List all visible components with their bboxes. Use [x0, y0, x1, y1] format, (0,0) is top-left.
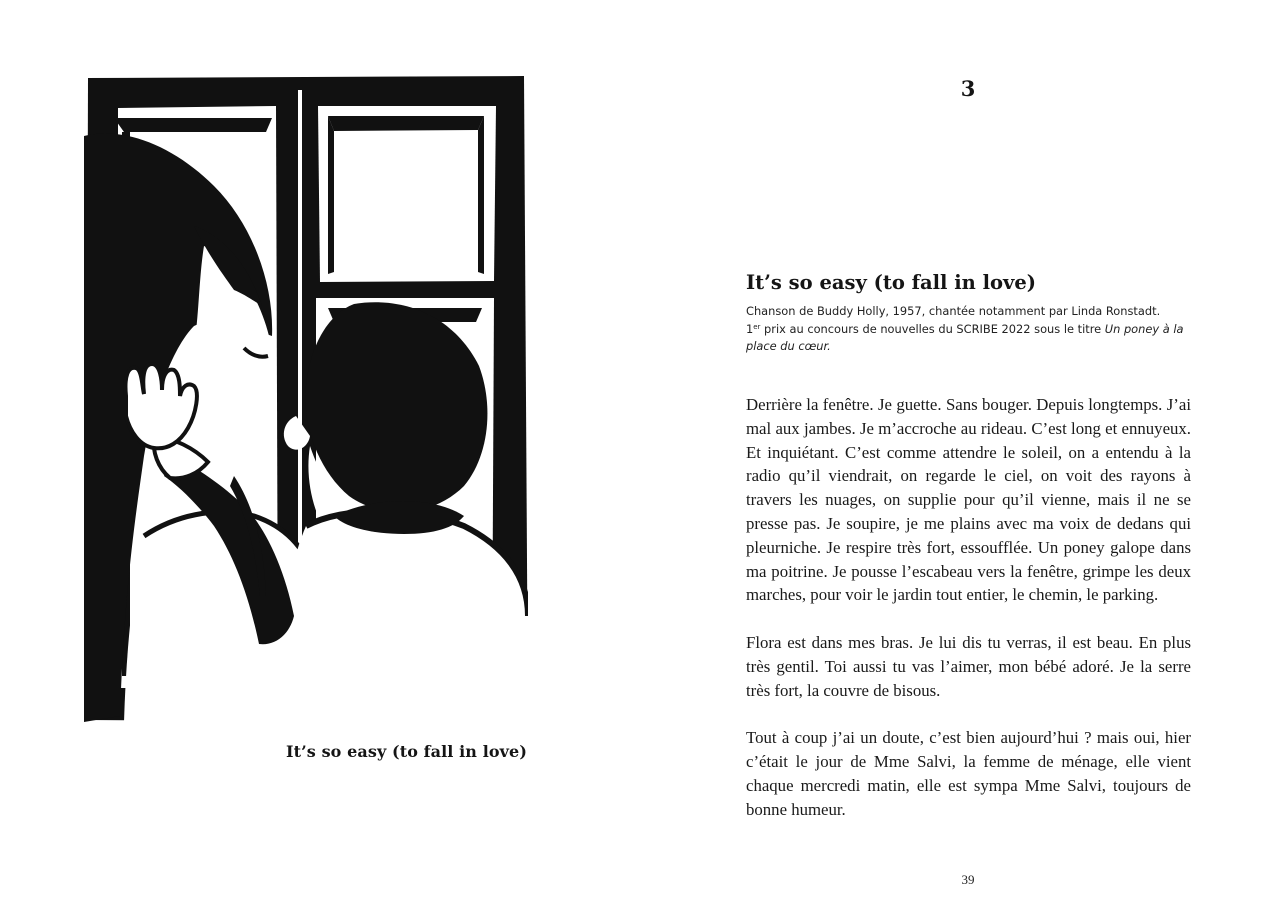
prize-title: Un poney à la place du cœur. [746, 321, 1184, 353]
illustration-caption: It’s so easy (to fall in love) [286, 742, 527, 761]
prize-superscript: er [753, 322, 761, 331]
paragraph: Flora est dans mes bras. Je lui dis tu verras, il est beau. En plus très gentil. Toi aussi tu vas l’aimer, mon bébé adoré. Je la serre très fort, la couvre de bisous. [746, 632, 1191, 700]
chapter-body [746, 393, 1191, 845]
prize-text: prix au concours de nouvelles du SCRIBE 2022 sous le titre [760, 321, 1105, 336]
page-number: 39 [961, 872, 975, 887]
paragraph: Derrière la fenêtre. Je guette. Sans bouger. Depuis longtemps. J’ai mal aux jambes. Je m’accroche au rideau. C’est long et ennuyeux. Et inquiétant. C’est comme attendre le soleil, on a entendu à la radio qu’il viendrait, on regarde le ciel, on voit des rayons à travers les nuages, on supplie pour qu’il vienne, mais il ne se presse pas. Je soupire, je me plains avec ma voix de dedans qui pleurniche. Je respire très fort, essoufflée. Un poney galope dans ma poitrine. Je pousse l’escabeau vers la fenêtre, grimpe les deux marches, pour voir le jardin tout entier, le chemin, le parking. [746, 395, 1191, 605]
chapter-title: It’s so easy (to fall in love) [746, 271, 1037, 294]
woman-holding-child-at-window-illustration [84, 76, 528, 723]
epigraph [746, 303, 1192, 356]
chapter-number: 3 [960, 76, 976, 101]
epigraph-line-prize [746, 321, 1192, 356]
paragraph: Tout à coup j’ai un doute, c’est bien aujourd’hui ? mais oui, hier c’était le jour de Mme Salvi, la femme de ménage, elle vient chaque mercredi matin, elle est sympa Mme Salvi, toujours de bonne humeur. [746, 728, 1191, 819]
prize-number: 1 [746, 321, 754, 336]
epigraph-line-song: Chanson de Buddy Holly, 1957, chantée notamment par Linda Ronstadt. [746, 304, 1161, 318]
